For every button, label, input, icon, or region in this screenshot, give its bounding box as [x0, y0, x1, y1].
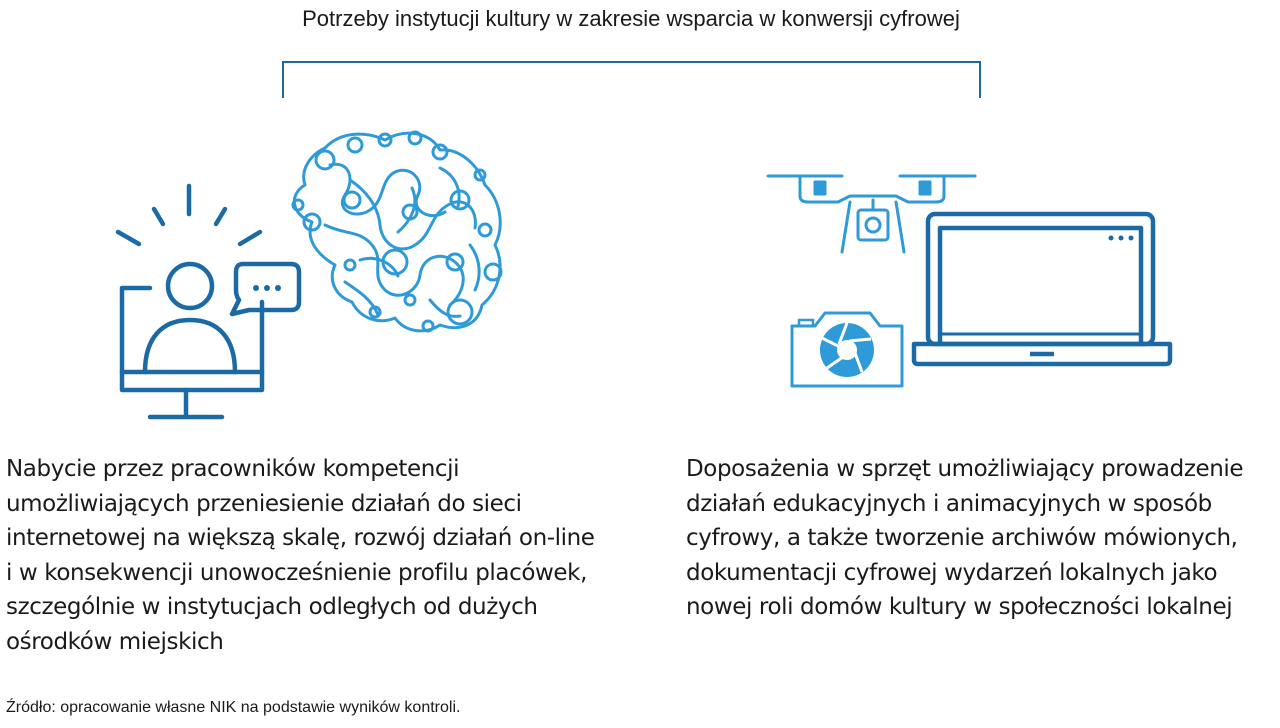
- right-description: [686, 452, 1276, 625]
- bracket-connector: [283, 62, 980, 98]
- left-description-line: szczególnie w instytucjach odległych od dużych: [6, 594, 538, 620]
- left-description-line: ośrodków miejskich: [6, 628, 224, 655]
- left-description-line: i w konsekwencji unowocześnienie profilu placówek,: [6, 559, 587, 586]
- right-description-line: nowej roli domów kultury w społeczności lokalnej: [686, 594, 1233, 620]
- camera-icon: [792, 313, 902, 386]
- left-description-line: umożliwiających przeniesienie działań do sieci: [6, 490, 522, 517]
- left-description-line: internetowej na większą skalę, rozwój działań on-line: [6, 525, 595, 551]
- speech-bubble-icon: [232, 264, 299, 314]
- right-description-line: dokumentacji cyfrowej wydarzeń lokalnych jako: [686, 559, 1218, 586]
- left-description: [6, 452, 656, 659]
- right-description-line: Doposażenia w sprzęt umożliwiający prowadzenie: [686, 456, 1244, 482]
- source-note: Źródło: opracowanie własne NIK na podstawie wyników kontroli.: [6, 699, 461, 716]
- neural-network-icon: [293, 132, 501, 331]
- diagram-title: Potrzeby instytucji kultury w zakresie wsparcia w konwersji cyfrowej: [302, 6, 960, 31]
- right-description-line: działań edukacyjnych i animacyjnych w sposób: [686, 490, 1212, 517]
- right-description-line: cyfrowy, a także tworzenie archiwów mówionych,: [686, 525, 1238, 551]
- left-description-line: Nabycie przez pracowników kompetencji: [6, 456, 460, 482]
- laptop-icon: [914, 214, 1170, 364]
